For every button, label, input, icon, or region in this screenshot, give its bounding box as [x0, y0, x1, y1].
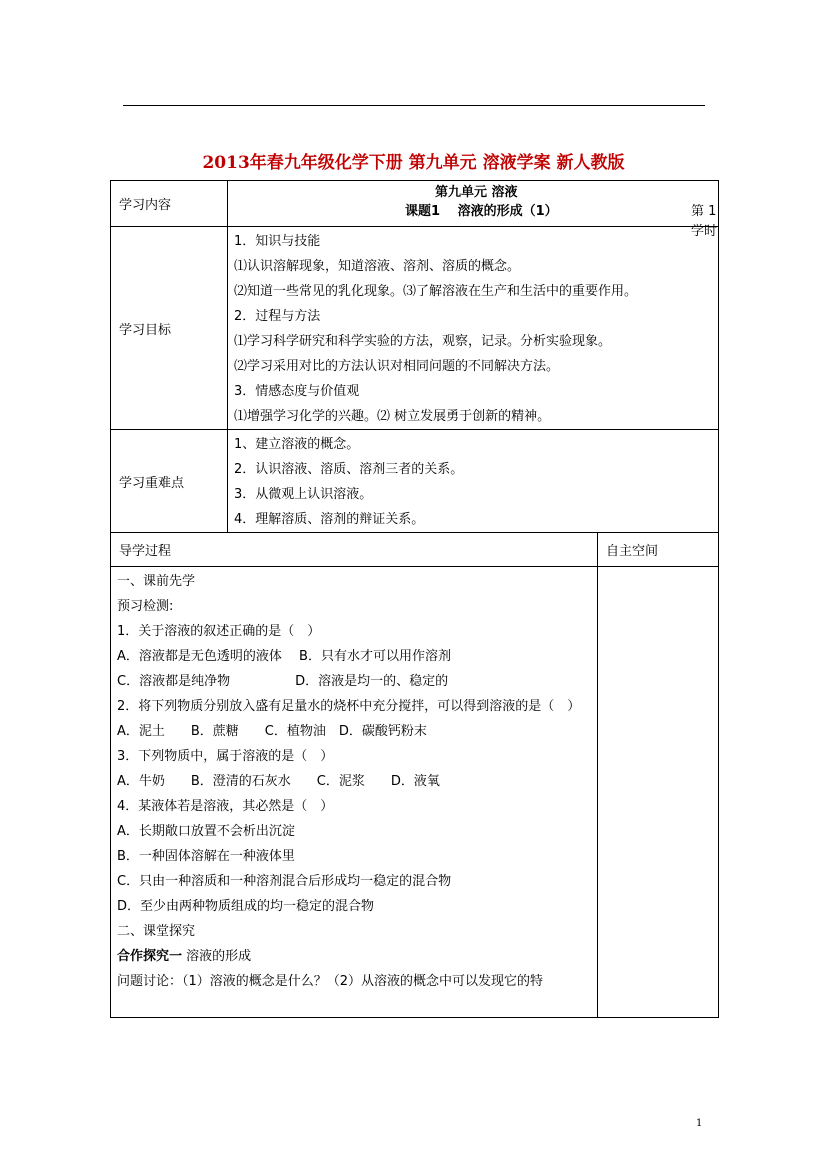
unit-title: 第九单元 溶液 [435, 185, 518, 200]
key-point-line: 2．认识溶液、溶质、溶剂三者的关系。 [234, 462, 464, 477]
objective-line: 2．过程与方法 [234, 309, 321, 324]
row-process-body [111, 567, 719, 1018]
row-content [111, 181, 719, 227]
key-points-content [228, 430, 719, 533]
lesson-title: 课题1 溶液的形成（1） [405, 204, 558, 219]
objective-line: ⑴认识溶解现象，知道溶液、溶剂、溶质的概念。 [234, 259, 521, 274]
process-line: A．溶液都是无色透明的液体 B．只有水才可以用作溶剂 [117, 649, 451, 664]
label-process: 导学过程 [111, 533, 598, 567]
process-line: 1．关于溶液的叙述正确的是（ ） [117, 624, 321, 639]
label-objectives: 学习目标 [111, 227, 228, 430]
process-line: D．至少由两种物质组成的均一稳定的混合物 [117, 899, 375, 914]
process-line: 3．下列物质中，属于溶液的是（ ） [117, 749, 334, 764]
explore-topic: 溶液的形成 [182, 949, 252, 964]
process-line: A．泥土 B．蔗糖 C．植物油 D．碳酸钙粉末 [117, 724, 427, 739]
objective-line: ⑴增强学习化学的兴趣。⑵ 树立发展勇于创新的精神。 [234, 409, 551, 424]
lesson-plan-table [110, 180, 719, 1018]
label-self-space: 自主空间 [598, 533, 719, 567]
document-title: 2013年春九年级化学下册 第九单元 溶液学案 新人教版 [202, 153, 625, 173]
explore-heading [117, 944, 591, 969]
process-line: 2．将下列物质分别放入盛有足量水的烧杯中充分搅拌，可以得到溶液的是（ ） [117, 699, 581, 714]
process-line: 一、课前先学 [117, 574, 196, 589]
process-line: 问题讨论：（1）溶液的概念是什么？（2）从溶液的概念中可以发现它的特 [117, 974, 544, 989]
objective-line: 3．情感态度与价值观 [234, 384, 360, 399]
label-content: 学习内容 [111, 181, 228, 227]
key-point-line: 3．从微观上认识溶液。 [234, 487, 373, 502]
process-line: 预习检测: [117, 599, 174, 614]
key-point-line: 1、建立溶液的概念。 [234, 437, 360, 452]
process-line: C．溶液都是纯净物 D．溶液是均一的、稳定的 [117, 674, 449, 689]
process-line: B．一种固体溶解在一种液体里 [117, 849, 295, 864]
process-line: A．长期敞口放置不会析出沉淀 [117, 824, 295, 839]
self-space-cell [598, 567, 719, 1018]
key-point-line: 4．理解溶质、溶剂的辩证关系。 [234, 512, 425, 527]
process-line: 4．某液体若是溶液，其必然是（ ） [117, 799, 334, 814]
process-line: 二、课堂探究 [117, 924, 196, 939]
row-process-header [111, 533, 719, 567]
objective-line: ⑴学习科学研究和科学实验的方法，观察，记录。分析实验现象。 [234, 334, 612, 349]
process-line: C．只由一种溶质和一种溶剂混合后形成均一稳定的混合物 [117, 874, 452, 889]
header-rule [123, 105, 705, 106]
label-key-points: 学习重难点 [111, 430, 228, 533]
objective-line: 1．知识与技能 [234, 234, 321, 249]
objectives-content [228, 227, 719, 430]
objective-line: ⑵学习采用对比的方法认识对相同问题的不同解决方法。 [234, 359, 560, 374]
lesson-period: 第 1 学时 [691, 204, 718, 239]
process-line: A．牛奶 B．澄清的石灰水 C．泥浆 D．液氧 [117, 774, 440, 789]
objective-line: ⑵知道一些常见的乳化现象。⑶了解溶液在生产和生活中的重要作用。 [234, 284, 638, 299]
row-key-points [111, 430, 719, 533]
process-content [111, 567, 598, 1018]
explore-label: 合作探究一 [117, 949, 183, 964]
row-objectives [111, 227, 719, 430]
page-number: 1 [696, 1118, 703, 1129]
